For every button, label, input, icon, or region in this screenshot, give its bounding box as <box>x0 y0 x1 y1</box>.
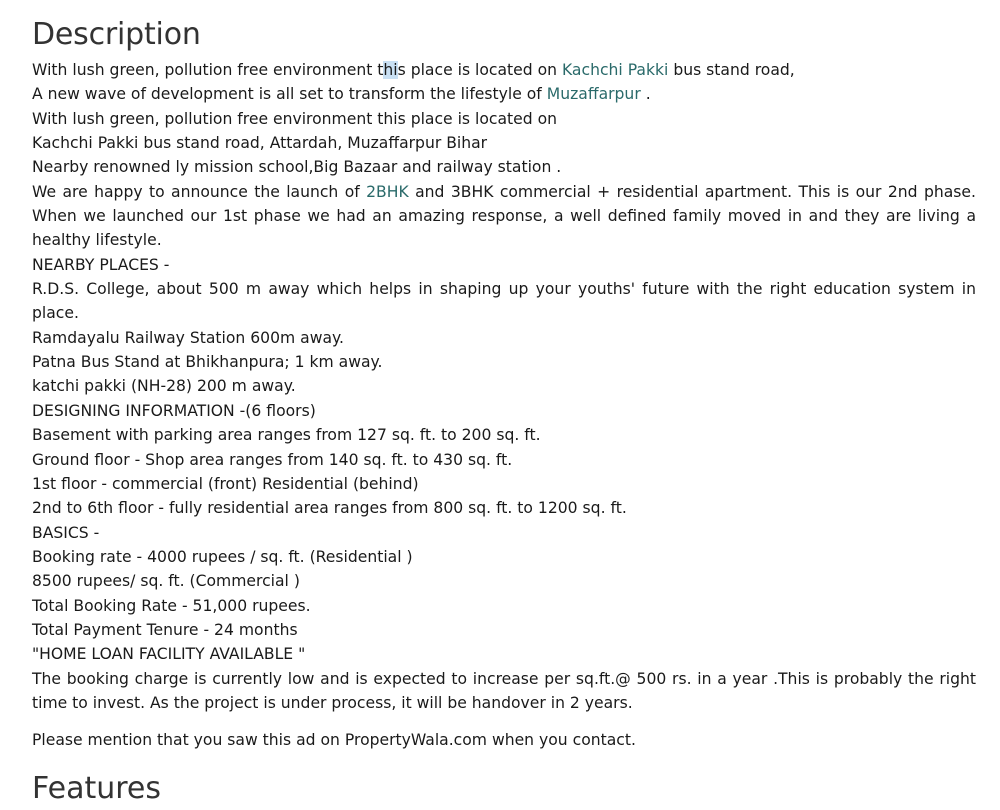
description-section <box>32 14 976 753</box>
payment-tenure: Total Payment Tenure - 24 months <box>32 620 298 639</box>
nearby-highway: katchi pakki (NH-28) 200 m away. <box>32 377 296 396</box>
design-upper-floors: 2nd to 6th floor - fully residential area ranges from 800 sq. ft. to 1200 sq. ft. <box>32 499 627 518</box>
location-link[interactable]: Kachchi Pakki <box>561 61 669 79</box>
bhk-link[interactable]: 2BHK <box>366 182 409 201</box>
designing-header: DESIGNING INFORMATION -(6 floors) <box>32 401 316 420</box>
description-line: A new wave of development is all set to transform the lifestyle of Muzaffarpur . <box>32 85 651 104</box>
nearby-station: Ramdayalu Railway Station 600m away. <box>32 328 344 347</box>
nearby-college: R.D.S. College, about 500 m away which helps in shaping up your youths' future with the right education system in place. <box>32 280 976 323</box>
nearby-places-header: NEARBY PLACES - <box>32 255 170 274</box>
launch-paragraph: We are happy to announce the launch of 2BHK and 3BHK commercial + residential apartment. This is our 2nd phase. When we launched our 1st phase we had an amazing response, a well defined family moved in and they are living a healthy lifestyle. <box>32 182 976 250</box>
closing-paragraph: The booking charge is currently low and is expected to increase per sq.ft.@ 500 rs. in a year .This is probably the right time to invest. As the project is under process, it will be handover in 2 years. <box>32 669 976 712</box>
total-booking-rate: Total Booking Rate - 51,000 rupees. <box>32 596 311 615</box>
design-basement: Basement with parking area ranges from 127 sq. ft. to 200 sq. ft. <box>32 426 541 445</box>
booking-rate-commercial: 8500 rupees/ sq. ft. (Commercial ) <box>32 572 300 591</box>
nearby-bus-stand: Patna Bus Stand at Bhikhanpura; 1 km away. <box>32 353 383 372</box>
description-line: With lush green, pollution free environment this place is located on <box>32 109 558 128</box>
design-first-floor: 1st floor - commercial (front) Residential (behind) <box>32 474 419 493</box>
basics-header: BASICS - <box>32 523 100 542</box>
city-link[interactable]: Muzaffarpur <box>546 85 641 104</box>
description-line: Kachchi Pakki bus stand road, Attardah, Muzaffarpur Bihar <box>32 134 488 153</box>
design-ground-floor: Ground floor - Shop area ranges from 140 sq. ft. to 430 sq. ft. <box>32 450 513 469</box>
description-line: Nearby renowned ly mission school,Big Bazaar and railway station . <box>32 158 562 177</box>
booking-rate-residential: Booking rate - 4000 rupees / sq. ft. (Residential ) <box>32 547 413 566</box>
features-heading-partial: Features <box>32 771 161 806</box>
text-selection-highlight: hi <box>383 61 398 79</box>
paragraph-spacer <box>32 715 976 728</box>
home-loan-note: "HOME LOAN FACILITY AVAILABLE " <box>32 645 306 664</box>
description-heading: Description <box>32 17 201 52</box>
contact-note: Please mention that you saw this ad on PropertyWala.com when you contact. <box>32 731 636 750</box>
description-line: With lush green, pollution free environment this place is located on Kachchi Pakki bus stand road, <box>32 61 795 79</box>
description-body <box>32 58 976 753</box>
